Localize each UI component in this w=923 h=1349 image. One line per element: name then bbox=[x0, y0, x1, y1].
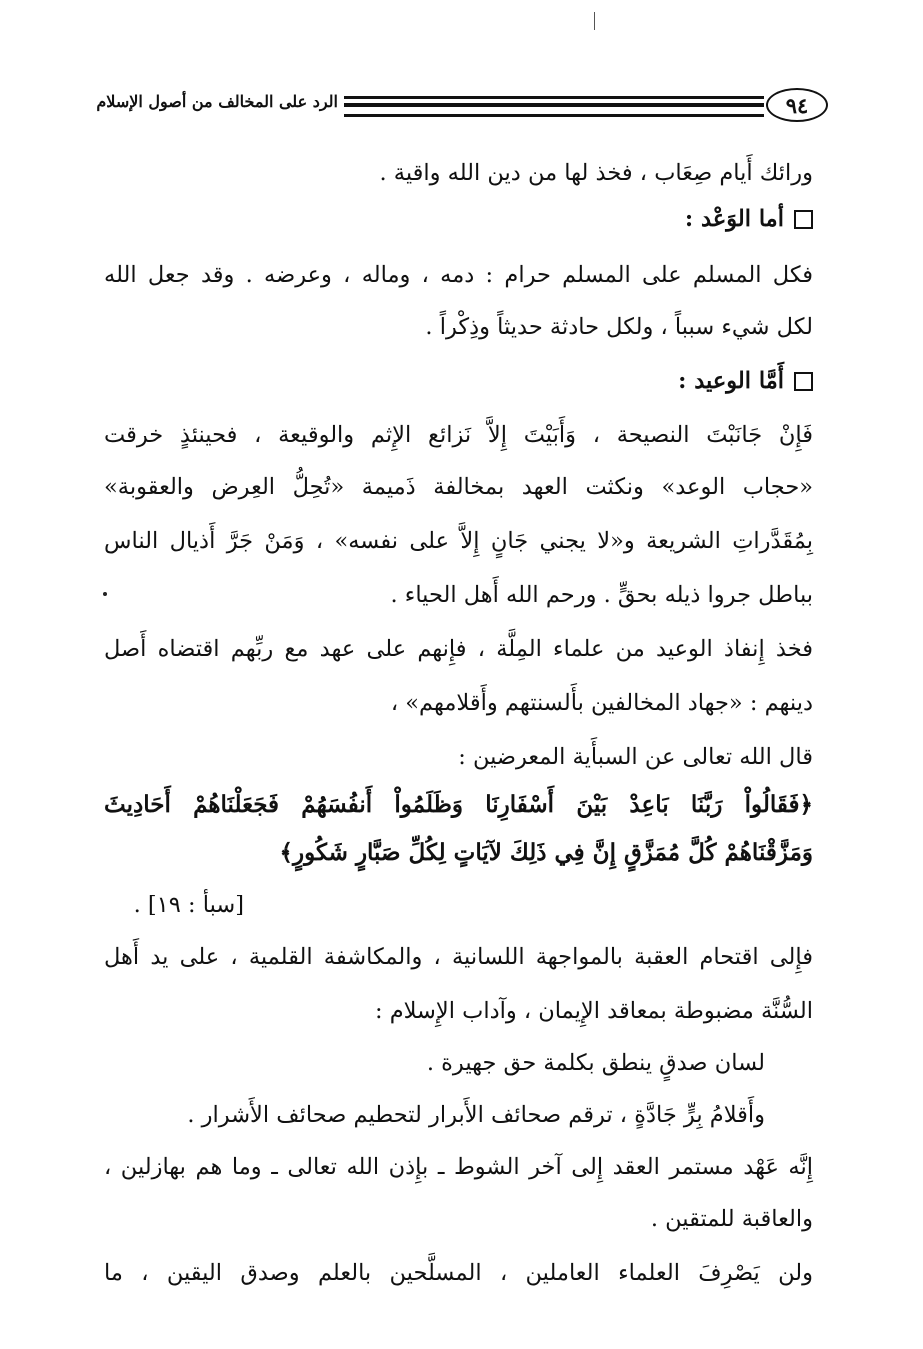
paragraph-line: السُّنَّة مضبوطة بمعاقد الإِيمان ، وآداب الإِسلام : bbox=[374, 998, 813, 1024]
section-heading-promise bbox=[104, 204, 813, 234]
paragraph-line: ولن يَصْرِفَ العلماء العاملين ، المسلَّحين بالعلم وصدق اليقين ، ما bbox=[104, 1260, 813, 1286]
paragraph-line: إِنَّه عَهْد مستمر العقد إِلى آخر الشوط ـ بإِذن الله تعالى ـ وما هم بهازلين ، bbox=[104, 1154, 813, 1180]
paragraph-line: قال الله تعالى عن السبأَية المعرضين : bbox=[458, 744, 813, 770]
section-heading-threat bbox=[104, 366, 813, 396]
paragraph-line: فكل المسلم على المسلم حرام : دمه ، وماله ، وعرضه . وقد جعل الله bbox=[104, 262, 813, 288]
heading-text: أَمَّا الوعيد : bbox=[678, 368, 784, 394]
paragraph-line: دينهم : «جهاد المخالفين بأَلسنتهم وأَقلامهم» ، bbox=[390, 690, 813, 716]
paragraph-line: بِمُقَدَّراتِ الشريعة و«لا يجني جَانٍ إِلاَّ على نفسه» ، وَمَنْ جَرَّ أَذيال الناس bbox=[104, 528, 813, 554]
page-header bbox=[96, 88, 828, 122]
paragraph-line: بباطل جروا ذيله بحقٍّ . ورحم الله أَهل الحياء . bbox=[390, 582, 813, 608]
paragraph-line: وأَقلامُ بِرٍّ جَادَّةٍ ، ترقم صحائف الأَبرار لتحطيم صحائف الأَشرار . bbox=[187, 1102, 765, 1128]
square-bullet-icon bbox=[794, 210, 813, 229]
header-rule bbox=[344, 96, 764, 117]
square-bullet-icon bbox=[794, 372, 813, 391]
heading-text: أما الوَعْد : bbox=[684, 206, 784, 232]
quran-verse-line: ﴿فَقَالُواْ رَبَّنَا بَاعِدْ بَيْنَ أَسْفَارِنَا وَظَلَمُواْ أَنفُسَهُمْ فَجَعَلْنَاهُمْ أَحَادِيثَ bbox=[104, 791, 813, 818]
verse-citation: [سبأ : ١٩] . bbox=[133, 892, 244, 918]
paragraph-line: ورائك أَيام صِعَاب ، فخذ لها من دين الله واقية . bbox=[379, 160, 813, 186]
scan-mark bbox=[594, 12, 595, 30]
quran-verse-line: وَمَزَّقْنَاهُمْ كُلَّ مُمَزَّقٍ إِنَّ فِي ذَلِكَ لآيَاتٍ لِكُلِّ صَبَّارٍ شَكُورٍ﴾ bbox=[279, 839, 813, 866]
page-number-badge: ٩٤ bbox=[766, 88, 828, 122]
paragraph-line: فإِلى اقتحام العقبة بالمواجهة اللسانية ، والمكاشفة القلمية ، على يد أَهل bbox=[104, 944, 813, 970]
paragraph-line: «حجاب الوعد» ونكثت العهد بمخالفة ذَميمة «تُحِلُّ العِرض والعقوبة» bbox=[104, 474, 813, 500]
paragraph-line: فخذ إِنفاذ الوعيد من علماء المِلَّة ، فإِنهم على عهد مع ربِّهم اقتضاه أَصل bbox=[104, 636, 813, 662]
paragraph-line: فَإِنْ جَانَبْتَ النصيحة ، وَأَبَيْتَ إِلاَّ نَزائع الإِثم والوقيعة ، فحينئذٍ خرقت bbox=[104, 422, 813, 448]
paragraph-line: والعاقبة للمتقين . bbox=[650, 1206, 813, 1232]
running-title: الرد على المخالف من أصول الإسلام bbox=[96, 92, 338, 111]
paragraph-line: لسان صدقٍ ينطق بكلمة حق جهيرة . bbox=[426, 1050, 765, 1076]
paragraph-line: لكل شيء سبباً ، ولكل حادثة حديثاً وذِكْراً . bbox=[425, 314, 813, 340]
